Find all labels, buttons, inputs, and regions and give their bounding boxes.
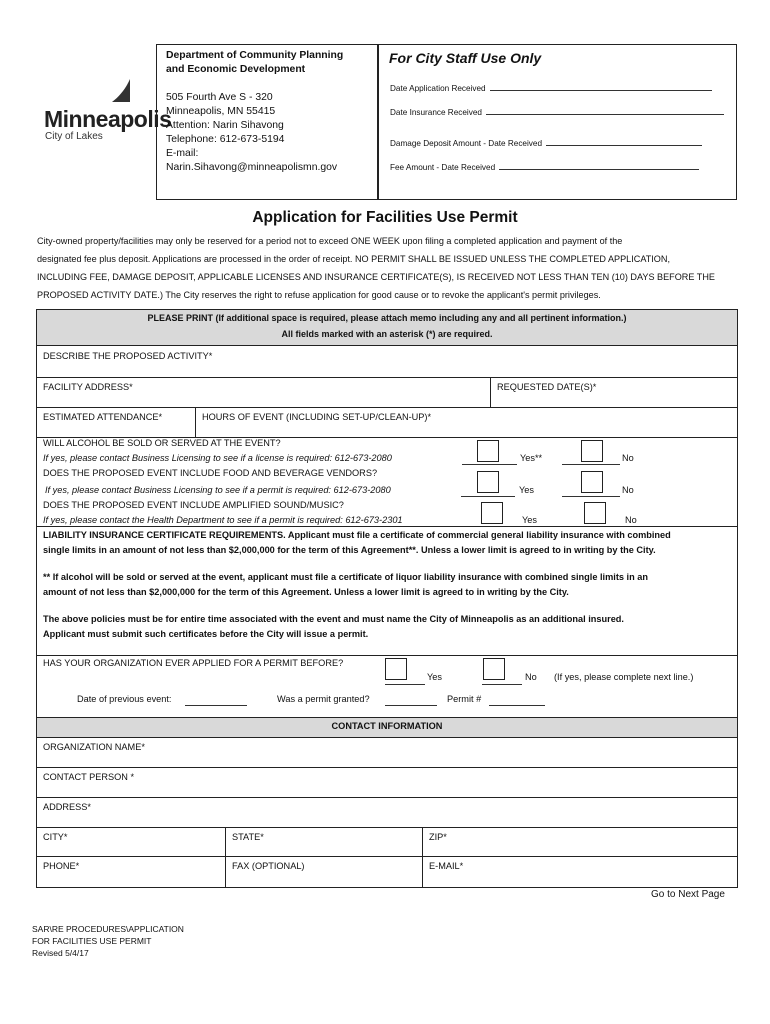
date-app-received-label: Date Application Received (390, 84, 486, 93)
page-title: Application for Facilities Use Permit (252, 209, 518, 226)
underline (562, 495, 620, 497)
phone-row (37, 857, 737, 887)
staff-title: For City Staff Use Only (389, 50, 542, 66)
department-box (156, 44, 378, 200)
food-question: DOES THE PROPOSED EVENT INCLUDE FOOD AND BEVERAGE VENDORS? (43, 468, 378, 478)
intro-line: INCLUDING FEE, DAMAGE DEPOSIT, APPLICABLE LICENSES AND INSURANCE CERTIFICATE(S), IS RECEIVED NOT LESS THAN TEN (10) DAYS BEFORE THE (37, 272, 715, 282)
event-questions (37, 438, 737, 526)
logo-mark-icon (110, 78, 132, 104)
prev-date-label: Date of previous event: (77, 694, 172, 704)
permit-number-label: Permit # (447, 694, 482, 704)
alcohol-no-label: No (622, 453, 634, 463)
underline (562, 463, 620, 465)
dept-address-2: Minneapolis, MN 55415 (166, 106, 276, 117)
sound-question: DOES THE PROPOSED EVENT INCLUDE AMPLIFIED SOUND/MUSIC? (43, 500, 344, 510)
prior-yes-label: Yes (427, 672, 442, 682)
intro-line: City-owned property/facilities may only be reserved for a period not to exceed ONE WEEK upon filing a completed application and payment of the (37, 236, 623, 246)
sound-yes-checkbox[interactable] (481, 502, 503, 524)
food-no-label: No (622, 485, 634, 495)
fee-amount-label: Fee Amount - Date Received (390, 163, 496, 172)
organization-name-field[interactable] (37, 738, 737, 768)
fax-field[interactable]: FAX (OPTIONAL) (232, 861, 305, 871)
liquor-line-1: ** If alcohol will be sold or served at the event, applicant must file a certificate of liquor liability insurance with combined single limits in an (43, 572, 648, 582)
city-field[interactable]: CITY* (43, 832, 68, 842)
zip-field[interactable]: ZIP* (429, 832, 447, 842)
sound-note: If yes, please contact the Health Department to see if a permit is required: 612-673-2301 (43, 515, 403, 525)
hours-of-event-field[interactable]: HOURS OF EVENT (INCLUDING SET-UP/CLEAN-UP)* (202, 412, 432, 422)
contact-header: CONTACT INFORMATION (331, 721, 443, 731)
prior-no-label: No (525, 672, 537, 682)
policies-line-1: The above policies must be for entire time associated with the event and must name the City of Minneapolis as an additional insured. (43, 614, 624, 624)
liability-line-1: LIABILITY INSURANCE CERTIFICATE REQUIREMENTS. Applicant must file a certificate of commercial general liability insurance with combined (43, 530, 671, 540)
divider (225, 857, 226, 887)
staff-use-box (378, 44, 737, 200)
date-ins-received-field[interactable] (390, 106, 724, 117)
intro-line: PROPOSED ACTIVITY DATE.) The City reserves the right to refuse application for good cause or to revoke the applicant's permit privileges. (37, 290, 601, 300)
address-label: ADDRESS* (43, 802, 91, 812)
facility-address-field[interactable]: FACILITY ADDRESS* (43, 382, 133, 392)
food-no-checkbox[interactable] (581, 471, 603, 493)
footer (32, 923, 184, 959)
underline (482, 683, 522, 685)
fee-amount-field[interactable] (390, 161, 699, 172)
describe-activity-label: DESCRIBE THE PROPOSED ACTIVITY* (43, 351, 213, 361)
prior-no-checkbox[interactable] (483, 658, 505, 680)
dept-title-2: and Economic Development (166, 64, 306, 75)
logo-name: Minneapolis (44, 106, 172, 132)
attendance-row (37, 408, 737, 438)
prior-yes-checkbox[interactable] (385, 658, 407, 680)
requested-dates-field[interactable]: REQUESTED DATE(S)* (497, 382, 597, 392)
describe-activity-field[interactable] (37, 346, 737, 378)
liability-line-2: single limits in an amount of not less than $2,000,000 for the term of this Agreement**. Unless a lower limit is agreed to in writing by the City. (43, 545, 656, 555)
sound-yes-label: Yes (522, 515, 537, 525)
dept-telephone: Telephone: 612-673-5194 (166, 134, 285, 145)
organization-name-label: ORGANIZATION NAME* (43, 742, 145, 752)
prior-permit-question: HAS YOUR ORGANIZATION EVER APPLIED FOR A PERMIT BEFORE? (43, 658, 344, 668)
sound-no-label: No (625, 515, 637, 525)
footer-line-1: SAR\RE PROCEDURES\APPLICATION (32, 924, 184, 934)
logo-tagline: City of Lakes (45, 131, 103, 142)
policies-line-2: Applicant must submit such certificates before the City will issue a permit. (43, 629, 369, 639)
date-app-received-field[interactable] (390, 82, 712, 93)
damage-deposit-label: Damage Deposit Amount - Date Received (390, 139, 542, 148)
prior-permit-section (37, 656, 737, 718)
prev-date-input[interactable] (185, 704, 247, 706)
divider (490, 378, 491, 407)
contact-person-label: CONTACT PERSON * (43, 772, 135, 782)
liability-section (37, 526, 737, 656)
food-yes-checkbox[interactable] (477, 471, 499, 493)
permit-number-input[interactable] (489, 704, 545, 706)
dept-address-1: 505 Fourth Ave S - 320 (166, 92, 273, 103)
next-page-note: Go to Next Page (651, 889, 725, 900)
intro-paragraph (37, 232, 737, 304)
contact-header-row (37, 718, 737, 738)
email-field[interactable]: E-MAIL* (429, 861, 464, 871)
alcohol-no-checkbox[interactable] (581, 440, 603, 462)
print-note-2: All fields marked with an asterisk (*) are required. (281, 329, 493, 339)
alcohol-note: If yes, please contact Business Licensing to see if a license is required: 612-673-2080 (43, 453, 392, 463)
alcohol-yes-label: Yes** (520, 453, 543, 463)
city-row (37, 828, 737, 857)
sound-no-checkbox[interactable] (584, 502, 606, 524)
contact-person-field[interactable] (37, 768, 737, 798)
permit-granted-input[interactable] (385, 704, 437, 706)
underline (461, 495, 515, 497)
facility-row (37, 378, 737, 408)
underline (385, 683, 425, 685)
alcohol-question: WILL ALCOHOL BE SOLD OR SERVED AT THE EVENT? (43, 438, 281, 448)
state-field[interactable]: STATE* (232, 832, 264, 842)
intro-line: designated fee plus deposit. Applications are processed in the order of receipt. NO PERMIT SHALL BE ISSUED UNLESS THE COMPLETED APPLICATION, (37, 254, 670, 264)
divider (422, 857, 423, 887)
divider (422, 828, 423, 856)
phone-field[interactable]: PHONE* (43, 861, 80, 871)
print-note-row (37, 310, 737, 346)
footer-line-3: Revised 5/4/17 (32, 948, 89, 958)
footer-line-2: FOR FACILITIES USE PERMIT (32, 936, 152, 946)
divider (195, 408, 196, 437)
estimated-attendance-field[interactable]: ESTIMATED ATTENDANCE* (43, 412, 163, 422)
dept-email: E-mail: Narin.Sihavong@minneapolismn.gov (166, 148, 338, 173)
dept-title-1: Department of Community Planning (166, 50, 344, 61)
liquor-line-2: amount of not less than $2,000,000 for the term of this Agreement. Unless a lower limit is agreed to in writing by the City. (43, 587, 569, 597)
address-field[interactable] (37, 798, 737, 828)
food-yes-label: Yes (519, 485, 534, 495)
underline (462, 463, 517, 465)
food-note: If yes, please contact Business Licensing to see if a permit is required: 612-673-2080 (45, 485, 391, 495)
permit-granted-label: Was a permit granted? (277, 694, 370, 704)
divider (225, 828, 226, 856)
damage-deposit-field[interactable] (390, 137, 702, 148)
print-note-1: PLEASE PRINT (If additional space is required, please attach memo including any and all pertinent information.) (147, 313, 627, 323)
alcohol-yes-checkbox[interactable] (477, 440, 499, 462)
application-form (36, 309, 738, 888)
date-ins-received-label: Date Insurance Received (390, 108, 482, 117)
prior-note: (If yes, please complete next line.) (554, 672, 694, 682)
dept-attention: Attention: Narin Sihavong (166, 120, 284, 131)
